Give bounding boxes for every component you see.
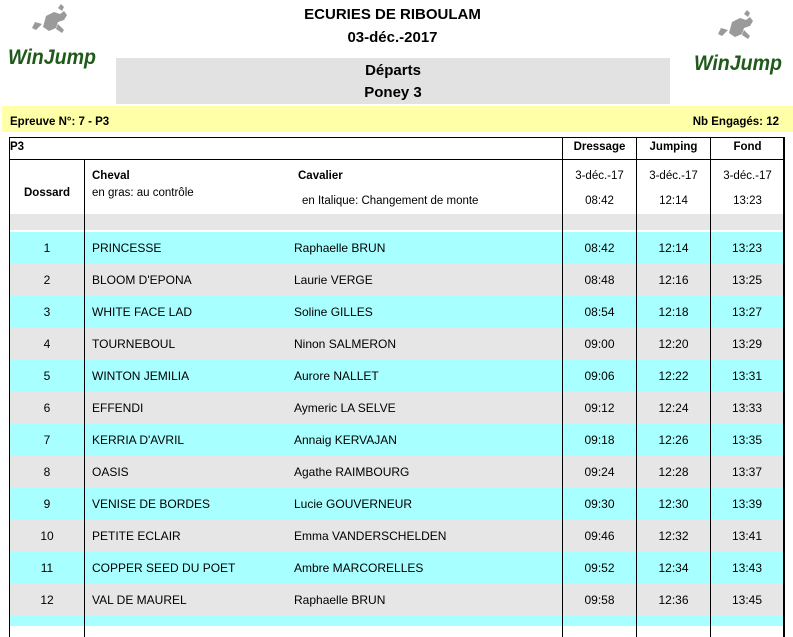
jumping-date: 3-déc.-17 (649, 170, 698, 182)
dressage-time-cell: 09:46 (584, 529, 615, 543)
jumping-time-cell: 12:28 (658, 465, 689, 479)
jumping-time-cell: 12:34 (658, 561, 689, 575)
frame-left-edge (9, 137, 10, 637)
dressage-time-cell: 09:24 (584, 465, 615, 479)
dressage-time-cell: 09:00 (584, 337, 615, 351)
subtitle-category: Poney 3 (364, 84, 422, 101)
cavalier-cell: Raphaelle BRUN (294, 241, 386, 255)
winjump-logo-left (6, 2, 98, 80)
header-dossard: Dossard (23, 187, 71, 199)
dossard-cell: 10 (40, 529, 54, 543)
epreuve-number: Epreuve N°: 7 - P3 (10, 116, 110, 128)
cheval-cell: VENISE DE BORDES (92, 497, 211, 511)
cavalier-cell: Aymeric LA SELVE (294, 401, 396, 415)
jumping-time-cell: 12:18 (658, 305, 689, 319)
dressage-date: 3-déc.-17 (575, 170, 624, 182)
table-row (10, 424, 783, 456)
table-row (10, 232, 783, 264)
cavalier-cell: Emma VANDERSCHELDEN (294, 529, 447, 543)
fond-time-cell: 13:37 (731, 465, 763, 479)
header-cavalier: Cavalier (298, 170, 343, 182)
dressage-time-cell: 08:42 (584, 241, 615, 255)
col-divider-jumping-body (636, 214, 637, 637)
dressage-start-time: 08:42 (585, 195, 614, 207)
cheval-cell: BLOOM D'EPONA (92, 273, 192, 287)
table-row (10, 296, 783, 328)
table-row (10, 584, 783, 616)
show-jumping-horse-icon (692, 10, 784, 88)
jumping-time-cell: 12:24 (658, 401, 689, 415)
cavalier-cell: Ninon SALMERON (294, 337, 397, 351)
event-date: 03-déc.-2017 (347, 29, 438, 46)
cavalier-cell: Agathe RAIMBOURG (294, 465, 410, 479)
dressage-time-cell: 09:58 (584, 593, 615, 607)
table-row (10, 488, 783, 520)
cavalier-cell: Ambre MARCORELLES (294, 561, 424, 575)
table-row (10, 552, 783, 584)
engages-count: Nb Engagés: 12 (692, 116, 779, 128)
cavalier-cell: Lucie GOUVERNEUR (294, 497, 413, 511)
dossard-cell: 11 (40, 561, 54, 575)
fond-time-cell: 13:33 (731, 401, 763, 415)
subtitle-departs: Départs (365, 62, 421, 79)
col-divider-dressage-body (562, 214, 563, 637)
fond-time-cell: 13:25 (731, 273, 763, 287)
fond-time-cell: 13:23 (731, 241, 763, 255)
table-row (10, 392, 783, 424)
dossard-cell: 6 (43, 401, 51, 415)
jumping-time-cell: 12:26 (658, 433, 689, 447)
cavalier-cell: Aurore NALLET (294, 369, 379, 383)
info-bar (2, 106, 793, 132)
table-row-filler (10, 616, 783, 626)
organizer-title: ECURIES DE RIBOULAM (304, 6, 481, 23)
dossard-cell: 7 (43, 433, 51, 447)
cavalier-cell: Raphaelle BRUN (294, 593, 386, 607)
cavalier-note: en Italique: Changement de monte (302, 195, 479, 207)
jumping-time-cell: 12:36 (658, 593, 689, 607)
dossard-cell: 2 (43, 273, 51, 287)
logo-text: WinJump (694, 52, 783, 75)
subtitle-box (116, 58, 670, 104)
jumping-time-cell: 12:20 (658, 337, 689, 351)
header-separator-band (10, 214, 783, 230)
jumping-time-cell: 12:22 (658, 369, 689, 383)
cheval-cell: OASIS (92, 465, 129, 479)
cheval-cell: PRINCESSE (92, 241, 162, 255)
table-row (10, 520, 783, 552)
header-jumping: Jumping (649, 141, 698, 153)
dossard-cell: 12 (40, 593, 54, 607)
cheval-cell: WHITE FACE LAD (92, 305, 193, 319)
fond-start-time: 13:23 (733, 195, 762, 207)
header-cheval: Cheval (92, 170, 130, 182)
cheval-cell: VAL DE MAUREL (92, 593, 187, 607)
dossard-cell: 9 (43, 497, 51, 511)
cheval-cell: WINTON JEMILIA (92, 369, 190, 383)
cheval-cell: TOURNEBOUL (92, 337, 176, 351)
table-row (10, 328, 783, 360)
fond-time-cell: 13:31 (731, 369, 763, 383)
dressage-time-cell: 09:18 (584, 433, 615, 447)
col-divider-fond-body (710, 214, 711, 637)
fond-time-cell: 13:39 (731, 497, 763, 511)
cheval-cell: KERRIA D'AVRIL (92, 433, 185, 447)
cheval-cell: PETITE ECLAIR (92, 529, 181, 543)
dossard-cell: 8 (43, 465, 51, 479)
fond-time-cell: 13:35 (731, 433, 763, 447)
table-row (10, 264, 783, 296)
dressage-time-cell: 08:48 (584, 273, 615, 287)
category-label: P3 (10, 141, 25, 153)
fond-time-cell: 13:27 (731, 305, 763, 319)
fond-time-cell: 13:29 (731, 337, 763, 351)
dossard-cell: 3 (43, 305, 51, 319)
dressage-time-cell: 09:52 (584, 561, 615, 575)
jumping-time-cell: 12:30 (658, 497, 689, 511)
fond-time-cell: 13:43 (731, 561, 763, 575)
cheval-cell: COPPER SEED DU POET (92, 561, 236, 575)
dressage-time-cell: 09:30 (584, 497, 615, 511)
jumping-time-cell: 12:16 (658, 273, 689, 287)
dossard-cell: 5 (43, 369, 51, 383)
fond-date: 3-déc.-17 (723, 170, 772, 182)
winjump-logo-right (692, 10, 784, 88)
fond-time-cell: 13:41 (731, 529, 763, 543)
jumping-start-time: 12:14 (659, 195, 688, 207)
table-row (10, 456, 783, 488)
cavalier-cell: Laurie VERGE (294, 273, 373, 287)
header-dressage: Dressage (573, 141, 626, 153)
col-divider-dossard-body (84, 230, 85, 637)
jumping-time-cell: 12:14 (658, 241, 689, 255)
dossard-cell: 4 (43, 337, 51, 351)
dressage-time-cell: 08:54 (584, 305, 615, 319)
dressage-time-cell: 09:06 (584, 369, 615, 383)
logo-text: WinJump (8, 46, 97, 69)
frame-right-edge (784, 137, 785, 637)
show-jumping-horse-icon (6, 2, 98, 80)
cavalier-cell: Soline GILLES (294, 305, 373, 319)
header-fond: Fond (733, 141, 762, 153)
fond-time-cell: 13:45 (731, 593, 763, 607)
header-divider (9, 159, 785, 160)
cavalier-cell: Annaig KERVAJAN (294, 433, 397, 447)
jumping-time-cell: 12:32 (658, 529, 689, 543)
table-row (10, 360, 783, 392)
cheval-note: en gras: au contrôle (92, 187, 194, 199)
dossard-cell: 1 (43, 241, 51, 255)
cheval-cell: EFFENDI (92, 401, 144, 415)
dressage-time-cell: 09:12 (584, 401, 615, 415)
